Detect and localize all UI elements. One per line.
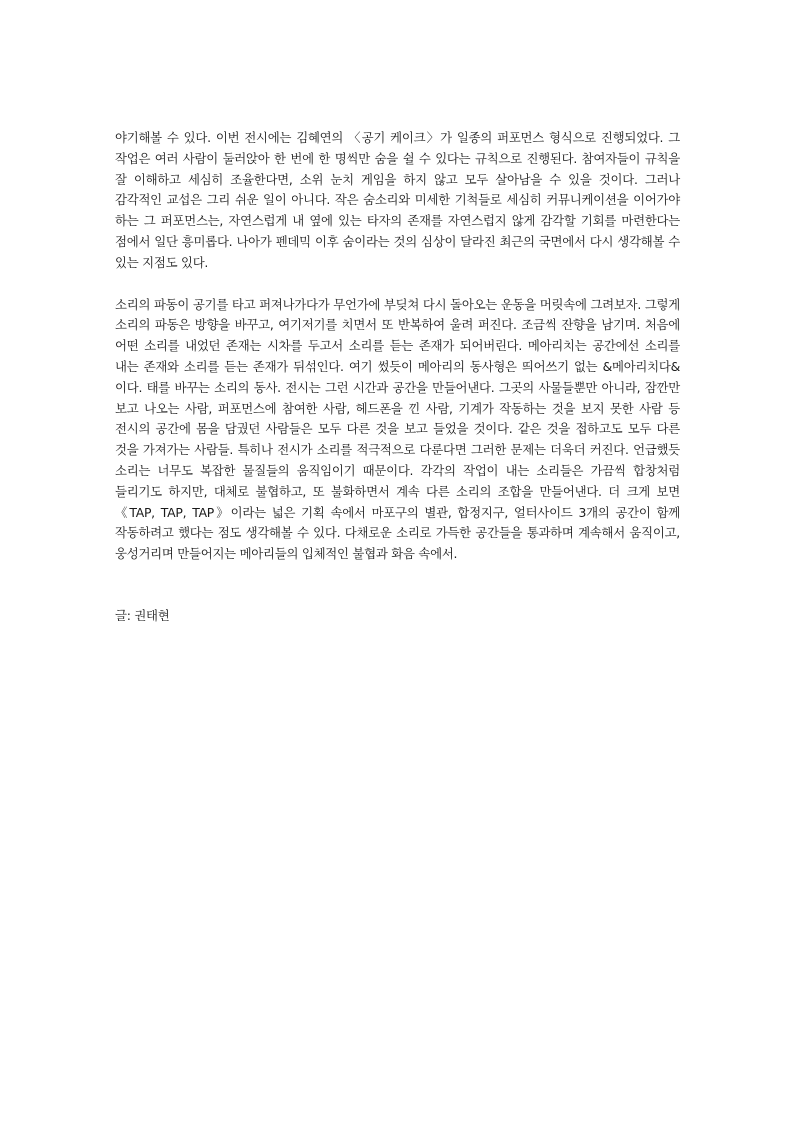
paragraph-1: 야기해볼 수 있다. 이번 전시에는 김혜연의 〈공기 케이크〉가 일종의 퍼포먼스 형식으로 진행되었다. 그 작업은 여러 사람이 둘러앉아 한 번에 한 명씩만 숨을 쉴 수 있다는 규칙으로 진행된다. 참여자들이 규칙을 잘 이해하고 세심히 조율한다면, 소위 눈치 게임을 하지 않고 모두 살아남을 수 있을 것이다. 그러나 감각적인 교섭은 그리 쉬운 일이 아니다. 작은 숨소리와 미세한 기척들로 세심히 커뮤니케이션을 이어가야 하는 그 퍼포먼스는, 자연스럽게 내 옆에 있는 타자의 존재를 자연스럽지 않게 감각할 기회를 마련한다는 점에서 일단 흥미롭다. 나아가 펜데믹 이후 숨이라는 것의 심상이 달라진 최근의 국면에서 다시 생각해볼 수 있는 지점도 있다. [115, 130, 680, 270]
paragraph-2: 소리의 파동이 공기를 타고 퍼져나가다가 무언가에 부딪쳐 다시 돌아오는 운동을 머릿속에 그려보자. 그렇게 소리의 파동은 방향을 바꾸고, 여기저기를 치면서 또 반복하여 울려 퍼진다. 조금씩 잔향을 남기며. 처음에 어떤 소리를 내었던 존재는 시차를 두고서 소리를 듣는 존재가 되어버린다. 메아리치는 공간에선 소리를 내는 존재와 소리를 듣는 존재가 뒤섞인다. 여기 썼듯이 메아리의 동사형은 띄어쓰기 없는 &메아리치다&이다. 태를 바꾸는 소리의 동사. 전시는 그런 시간과 공간을 만들어낸다. 그곳의 사물들뿐만 아니라, 잠깐만 보고 나오는 사람, 퍼포먼스에 참여한 사람, 헤드폰을 낀 사람, 기계가 작동하는 것을 보지 못한 사람 등 전시의 공간에 몸을 담궜던 사람들은 모두 다른 것을 보고 들었을 것이다. 같은 것을 접하고도 모두 다른 것을 가져가는 사람들. 특히나 전시가 소리를 적극적으로 다룬다면 그러한 문제는 더욱더 커진다. 언급했듯 소리는 너무도 복잡한 물질들의 움직임이기 때문이다. 각각의 작업이 내는 소리들은 가끔씩 합창처럼 들리기도 하지만, 대체로 불협하고, 또 불화하면서 계속 다른 소리의 조합을 만들어낸다. 더 크게 보면 《TAP, TAP, TAP》이라는 넓은 기획 속에서 마포구의 별관, 합정지구, 얼터사이드 3개의 공간이 함께 작동하려고 했다는 점도 생각해볼 수 있다. 다채로운 소리로 가득한 공간들을 통과하며 계속해서 움직이고, 웅성거리며 만들어지는 메아리들의 입체적인 불협과 화음 속에서. [115, 296, 680, 562]
document-body [115, 128, 680, 627]
author-byline: 글: 권태현 [115, 607, 170, 623]
